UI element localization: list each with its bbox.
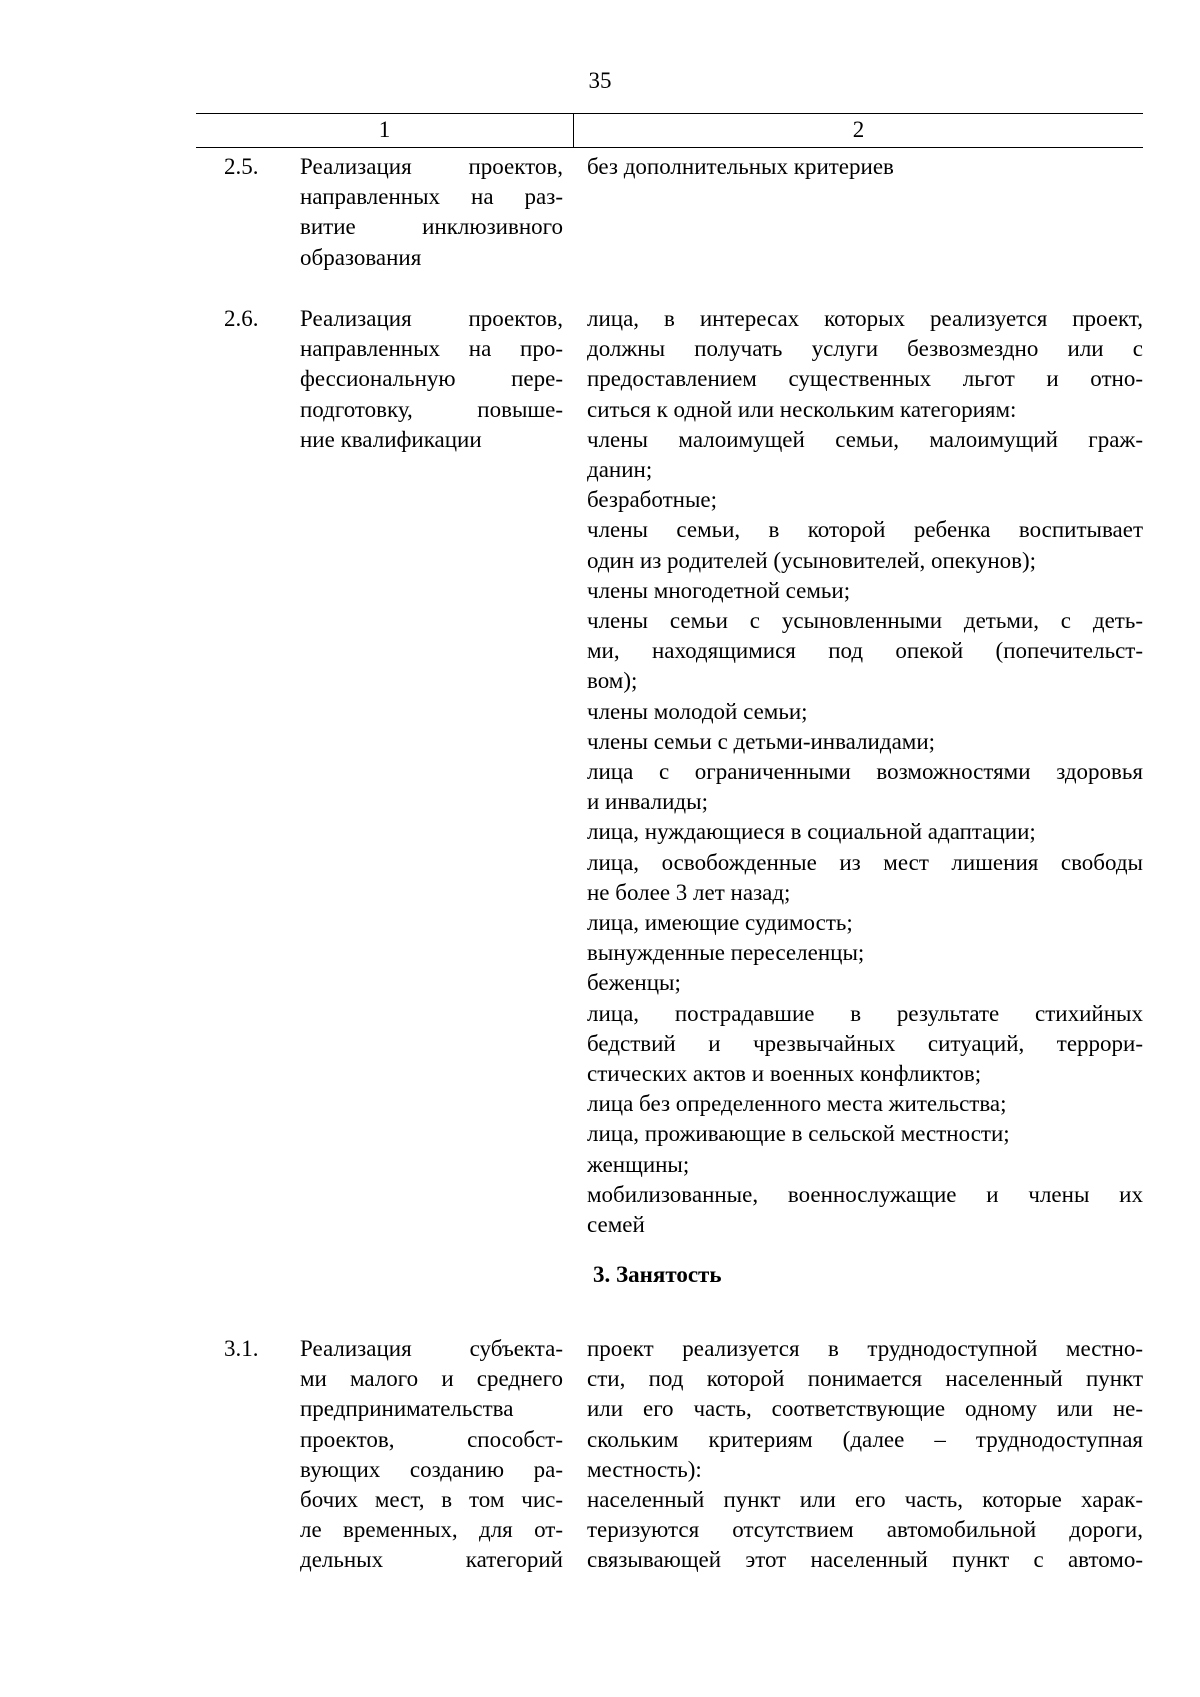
text-line: или его часть, соответствующие одному или не- (587, 1396, 1143, 1422)
text-line: ми, находящимися под опекой (попечительст- (587, 638, 1143, 664)
text-line: не более 3 лет назад; (587, 879, 791, 905)
row-description (300, 304, 563, 455)
text-line: женщины; (587, 1151, 690, 1177)
text-line: беженцы; (587, 970, 681, 996)
text-line: образования (300, 244, 422, 270)
row-criteria (587, 152, 1143, 182)
text-line: семей (587, 1212, 645, 1238)
text-line: вом); (587, 668, 638, 694)
text-line: предпринимательства (300, 1396, 514, 1422)
table-header (196, 113, 1143, 148)
text-line: лица, нуждающиеся в социальной адаптации; (587, 819, 1036, 845)
row-description (300, 1334, 563, 1576)
text-line: бедствий и чрезвычайных ситуаций, террори- (587, 1030, 1143, 1056)
text-line: и инвалиды; (587, 789, 708, 815)
text-line: проектов, способст- (300, 1426, 563, 1452)
text-line: ситься к одной или нескольким категориям: (587, 396, 1017, 422)
row-criteria (587, 1334, 1143, 1576)
text-line: дельных категорий (300, 1547, 563, 1573)
text-line: Реализация проектов, (300, 306, 563, 331)
text-line: стических актов и военных конфликтов; (587, 1061, 982, 1087)
text-line: члены семьи с усыновленными детьми, с деть- (587, 608, 1143, 634)
text-line: предоставлением существенных льгот и отно- (587, 366, 1143, 392)
row-number: 3.1. (224, 1336, 259, 1361)
text-line: данин; (587, 457, 653, 483)
text-line: члены многодетной семьи; (587, 577, 851, 603)
section-heading: 3. Занятость (593, 1262, 722, 1287)
text-line: члены семьи, в которой ребенка воспитывает (587, 517, 1143, 543)
row-description (300, 152, 563, 273)
text-line: теризуются отсутствием автомобильной дороги, (587, 1517, 1143, 1543)
text-line: сти, под которой понимается населенный пункт (587, 1366, 1143, 1392)
text-line: скольким критериям (далее – труднодоступная (587, 1426, 1143, 1452)
row-criteria (587, 304, 1143, 1240)
page-number: 35 (588, 68, 612, 93)
text-line: лица с ограниченными возможностями здоровья (587, 759, 1143, 785)
text-line: связывающей этот населенный пункт с автомо- (587, 1547, 1143, 1573)
text-line: Реализация субъекта- (300, 1336, 563, 1361)
text-line: населенный пункт или его часть, которые харак- (587, 1487, 1143, 1513)
text-line: лица без определенного места жительства; (587, 1091, 1007, 1117)
text-line: лица, в интересах которых реализуется проект, (587, 306, 1143, 331)
text-line: один из родителей (усыновителей, опекунов); (587, 547, 1037, 573)
row-number: 2.6. (224, 306, 259, 331)
text-line: подготовку, повыше- (300, 396, 563, 422)
text-line: направленных на про- (300, 336, 563, 362)
text-line: лица, пострадавшие в результате стихийных (587, 1000, 1143, 1026)
text-line: вующих созданию ра- (300, 1456, 563, 1482)
text-line: фессиональную пере- (300, 366, 563, 392)
column-header-2: 2 (852, 117, 865, 142)
text-line: лица, освобожденные из мест лишения свободы (587, 849, 1143, 875)
column-header-1: 1 (378, 117, 391, 142)
text-line: члены молодой семьи; (587, 698, 808, 724)
text-line: проект реализуется в труднодоступной местно- (587, 1336, 1143, 1361)
row-number: 2.5. (224, 154, 259, 179)
text-line: без дополнительных критериев (587, 154, 894, 179)
text-line: члены малоимущей семьи, малоимущий граж- (587, 426, 1143, 452)
text-line: ние квалификации (300, 426, 482, 452)
text-line: витие инклюзивного (300, 214, 563, 240)
text-line: бочих мест, в том чис- (300, 1487, 563, 1513)
text-line: Реализация проектов, (300, 154, 563, 179)
text-line: должны получать услуги безвозмездно или с (587, 336, 1143, 362)
text-line: вынужденные переселенцы; (587, 940, 865, 966)
text-line: ми малого и среднего (300, 1366, 563, 1392)
text-line: члены семьи с детьми-инвалидами; (587, 728, 936, 754)
text-line: лица, проживающие в сельской местности; (587, 1121, 1010, 1147)
text-line: мобилизованные, военнослужащие и члены их (587, 1181, 1143, 1207)
text-line: направленных на раз- (300, 184, 563, 210)
text-line: лица, имеющие судимость; (587, 910, 853, 936)
text-line: ле временных, для от- (300, 1517, 563, 1543)
text-line: местность): (587, 1456, 702, 1482)
text-line: безработные; (587, 487, 717, 513)
